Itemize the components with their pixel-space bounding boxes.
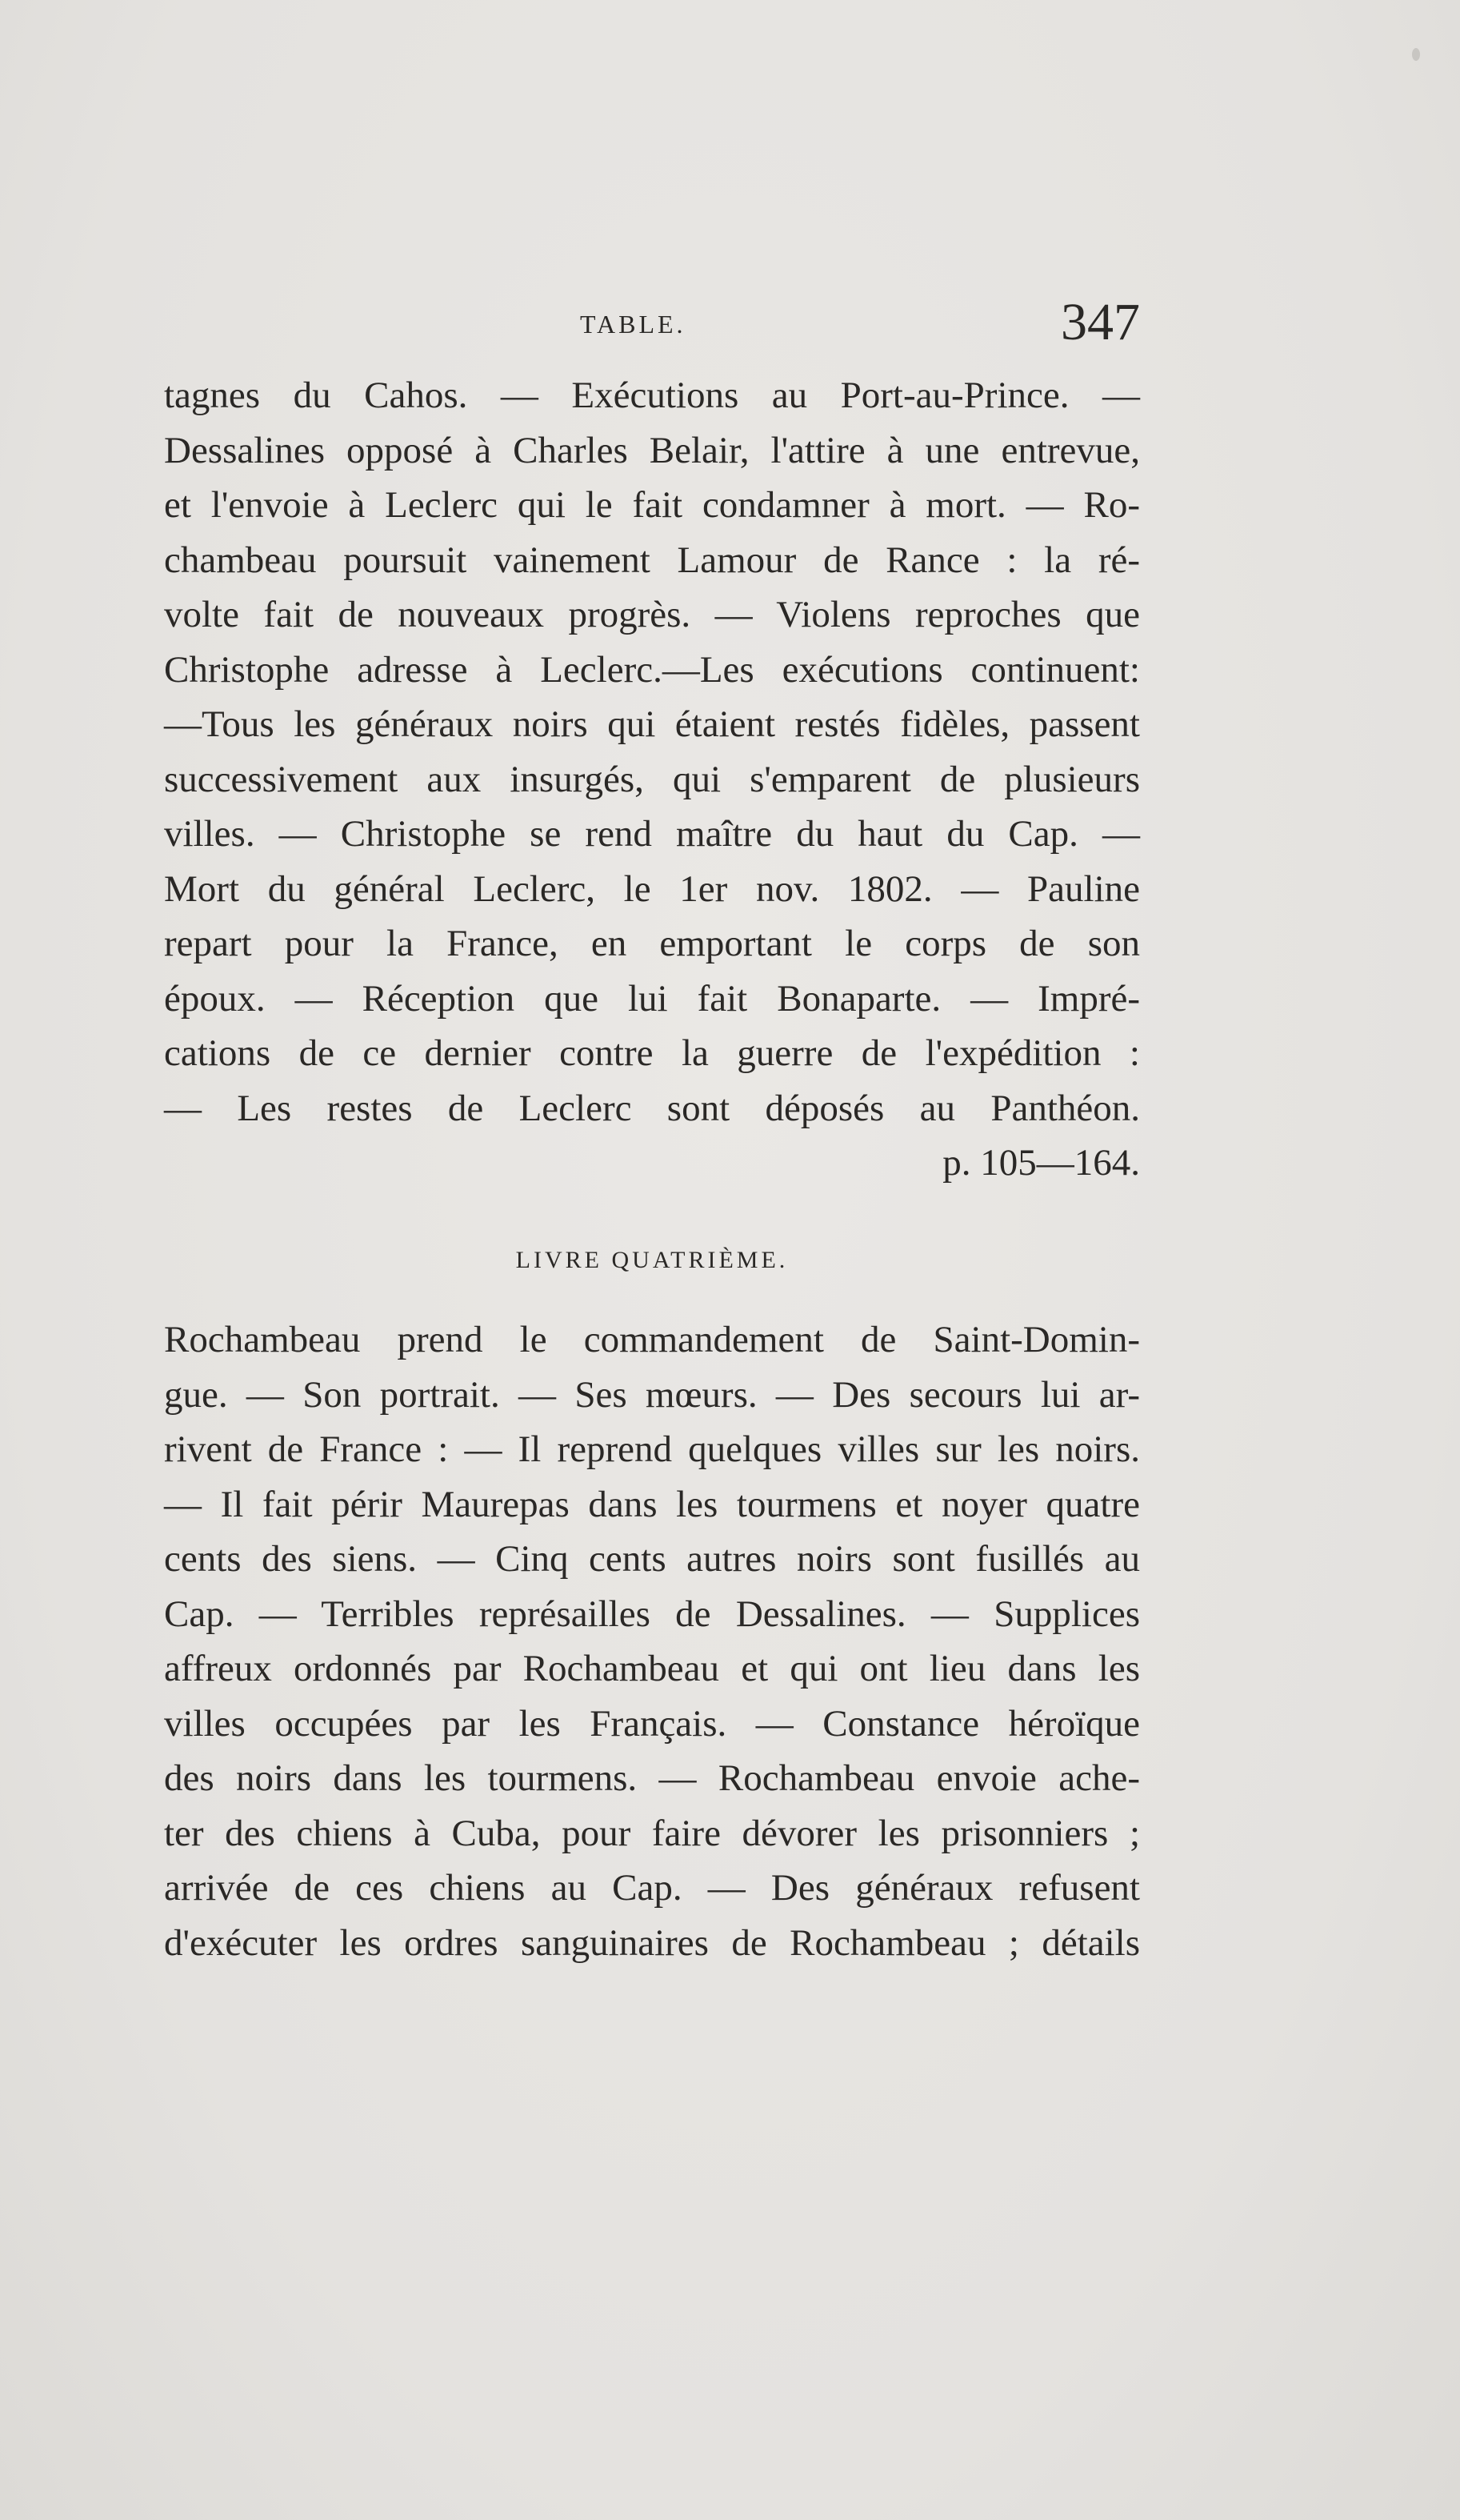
text-line: villes. — Christophe se rend maître du haut du Cap. —: [164, 813, 1140, 855]
summary-block-1: [164, 368, 1140, 1191]
text-line: des noirs dans les tourmens. — Rochambeau envoie ache-: [164, 1757, 1140, 1799]
text-line: volte fait de nouveaux progrès. — Violens reproches que: [164, 594, 1140, 635]
running-head: [164, 292, 1140, 356]
text-line: Cap. — Terribles représailles de Dessalines. — Supplices: [164, 1593, 1140, 1635]
text-line: arrivée de ces chiens au Cap. — Des généraux refusent: [164, 1867, 1140, 1909]
text-line: affreux ordonnés par Rochambeau et qui ont lieu dans les: [164, 1648, 1140, 1689]
text-line: Dessalines opposé à Charles Belair, l'attire à une entrevue,: [164, 429, 1140, 471]
paper-speck: [1412, 48, 1420, 61]
text-line: Rochambeau prend le commandement de Saint-Domin-: [164, 1319, 1140, 1360]
text-line: repart pour la France, en emportant le corps de son: [164, 923, 1140, 964]
text-line: — Il fait périr Maurepas dans les tourmens et noyer quatre: [164, 1483, 1140, 1525]
summary-block-2: [164, 1312, 1140, 1970]
text-line: tagnes du Cahos. — Exécutions au Port-au-Prince. —: [164, 375, 1140, 416]
text-line: successivement aux insurgés, qui s'emparent de plusieurs: [164, 758, 1140, 800]
text-line: villes occupées par les Français. — Constance héroïque: [164, 1702, 1140, 1745]
text-line: rivent de France : — Il reprend quelques villes sur les noirs.: [164, 1428, 1140, 1470]
text-line: époux. — Réception que lui fait Bonaparte. — Impré-: [164, 977, 1140, 1020]
text-line: Mort du général Leclerc, le 1er nov. 1802. — Pauline: [164, 867, 1140, 910]
page-number: 347: [1061, 293, 1140, 351]
text-line: Christophe adresse à Leclerc.—Les exécutions continuent:: [164, 648, 1140, 691]
text-line: chambeau poursuit vainement Lamour de Rance : la ré-: [164, 539, 1140, 581]
text-line: —Tous les généraux noirs qui étaient restés fidèles, passent: [164, 703, 1140, 745]
text-line: — Les restes de Leclerc sont déposés au Panthéon.: [164, 1087, 1140, 1129]
page-reference: p. 105—164.: [942, 1142, 1140, 1184]
running-head-title: TABLE.: [580, 310, 686, 339]
text-line: cations de ce dernier contre la guerre de l'expédition :: [164, 1032, 1140, 1074]
text-line: cents des siens. — Cinq cents autres noirs sont fusillés au: [164, 1538, 1140, 1580]
text-line: gue. — Son portrait. — Ses mœurs. — Des secours lui ar-: [164, 1373, 1140, 1416]
text-line: et l'envoie à Leclerc qui le fait condamner à mort. — Ro-: [164, 484, 1140, 526]
section-heading: LIVRE QUATRIÈME.: [515, 1247, 789, 1273]
text-line: ter des chiens à Cuba, pour faire dévorer les prisonniers ;: [164, 1812, 1140, 1854]
text-line: d'exécuter les ordres sanguinaires de Rochambeau ; détails: [164, 1921, 1140, 1964]
